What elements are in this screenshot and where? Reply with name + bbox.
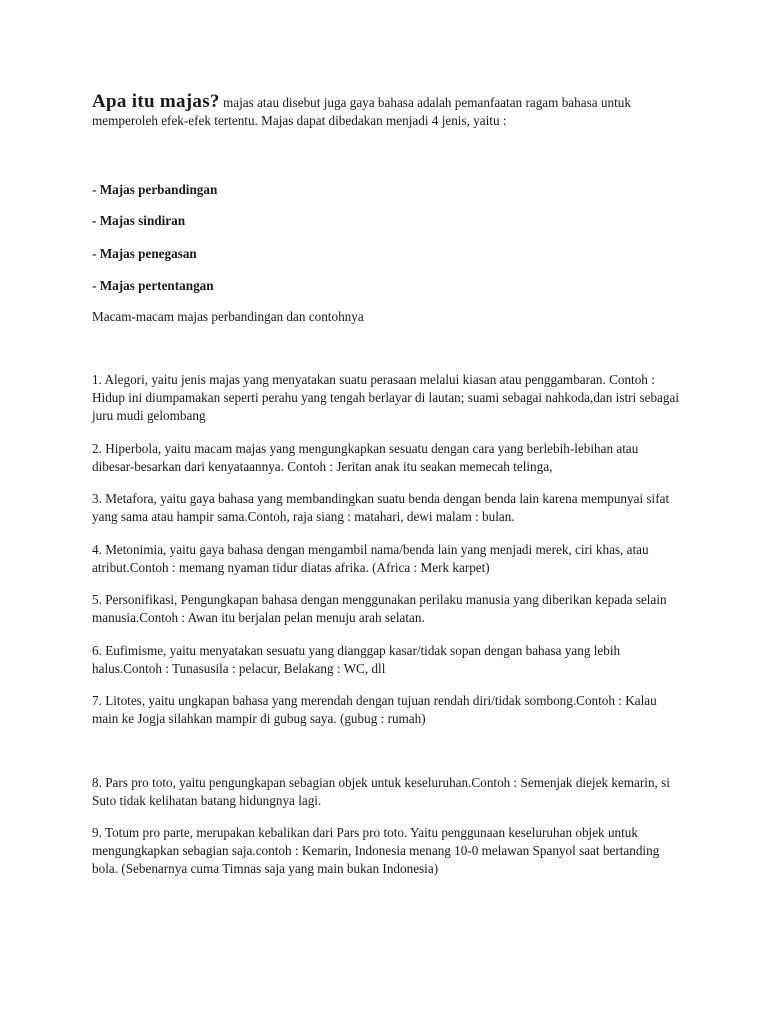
majas-example-item: 1. Alegori, yaitu jenis majas yang menyatakan suatu perasaan melalui kiasan atau penggambaran. Contoh : Hidup ini diumpamakan seperti perahu yang tengah berlayar di lautan; suami sebagai nahkoda,dan istri sebagai juru mudi gelombang xyxy=(92,372,680,423)
majas-example-item: 3. Metafora, yaitu gaya bahasa yang membandingkan suatu benda dengan benda lain karena mempunyai sifat yang sama atau hampir sama.Contoh, raja siang : matahari, dewi malam : bulan. xyxy=(92,491,670,524)
intro-text: majas atau disebut juga gaya bahasa adalah pemanfaatan ragam bahasa untuk memperoleh efek-efek tertentu. Majas dapat dibedakan menjadi 4 jenis, yaitu : xyxy=(92,95,631,128)
majas-type-item: - Majas penegasan xyxy=(92,246,197,261)
majas-example-item: 7. Litotes, yaitu ungkapan bahasa yang merendah dengan tujuan rendah diri/tidak sombong.Contoh : Kalau main ke Jogja silahkan mampir di gubug saya. (gubug : rumah) xyxy=(92,693,657,726)
majas-type-item: - Majas sindiran xyxy=(92,213,186,228)
majas-example-item: 6. Eufimisme, yaitu menyatakan sesuatu yang dianggap kasar/tidak sopan dengan bahasa yang lebih halus.Contoh : Tunasusila : pelacur, Belakang : WC, dll xyxy=(92,643,621,676)
intro-heading: Apa itu majas? xyxy=(92,91,220,112)
majas-example-item: 9. Totum pro parte, merupakan kebalikan dari Pars pro toto. Yaitu penggunaan keseluruhan objek untuk mengungkapkan sebagian saja.contoh : Kemarin, Indonesia menang 10-0 melawan Spanyol saat bertanding bola. (Sebenarnya cuma Timnas saja yang main bukan Indonesia) xyxy=(92,825,660,876)
majas-example-item: 5. Personifikasi, Pengungkapan bahasa dengan menggunakan perilaku manusia yang diberikan kepada selain manusia.Contoh : Awan itu berjalan pelan menuju arah selatan. xyxy=(92,592,667,625)
majas-example-item: 8. Pars pro toto, yaitu pengungkapan sebagian objek untuk keseluruhan.Contoh : Semenjak diejek kemarin, si Suto tidak kelihatan batang hidungnya lagi. xyxy=(92,775,670,808)
majas-type-item: - Majas perbandingan xyxy=(92,182,218,197)
section-subheading: Macam-macam majas perbandingan dan contohnya xyxy=(92,309,364,324)
majas-example-item: 4. Metonimia, yaitu gaya bahasa dengan mengambil nama/benda lain yang menjadi merek, ciri khas, atau atribut.Contoh : memang nyaman tidur diatas afrika. (Africa : Merk karpet) xyxy=(92,542,649,575)
majas-example-item: 2. Hiperbola, yaitu macam majas yang mengungkapkan sesuatu dengan cara yang berlebih-lebihan atau dibesar-besarkan dari kenyataannya. Contoh : Jeritan anak itu seakan memecah telinga, xyxy=(92,441,639,474)
intro-paragraph xyxy=(92,93,682,130)
majas-type-item: - Majas pertentangan xyxy=(92,278,214,293)
